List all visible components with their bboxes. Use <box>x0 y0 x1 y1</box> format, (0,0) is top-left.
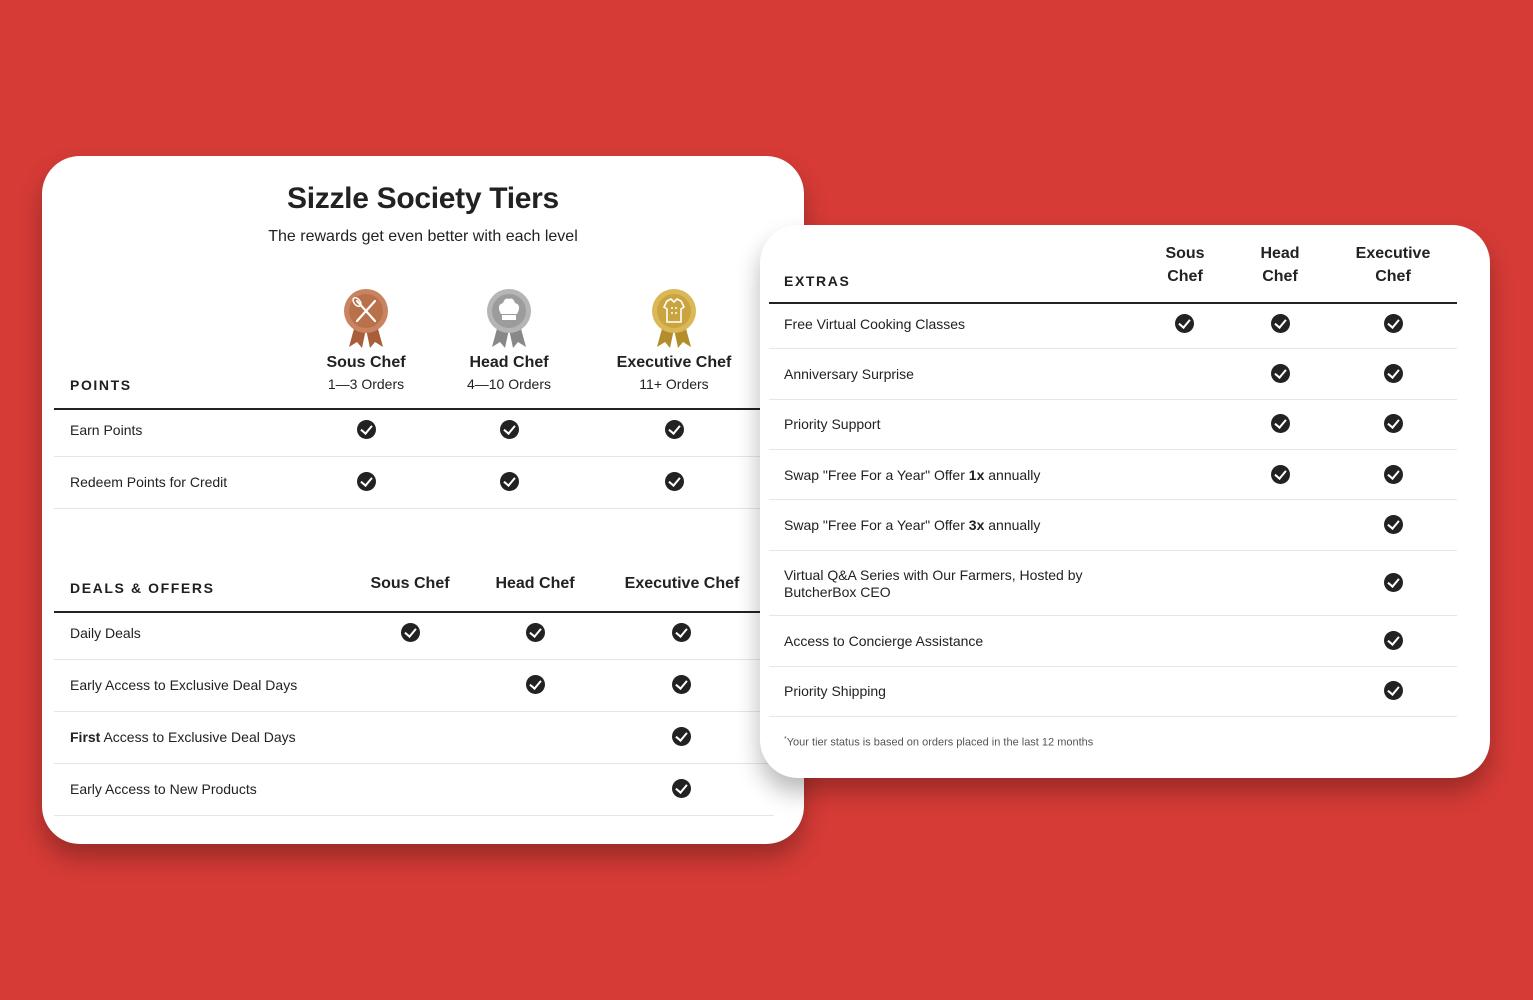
check-icon <box>1384 681 1403 700</box>
row-label-post: annually <box>984 467 1041 483</box>
row-virtual-qa-series <box>784 567 1083 601</box>
points-header-rule <box>54 408 774 410</box>
col-head-sous-chef: Sous Chef <box>370 575 450 592</box>
row-anniversary-surprise: Anniversary Surprise <box>784 366 914 382</box>
row-label-bold: First <box>70 729 101 745</box>
row-label-line1: Virtual Q&A Series with Our Farmers, Hosted by <box>784 567 1083 583</box>
row-divider <box>769 716 1457 717</box>
row-label-pre: Swap "Free For a Year" Offer <box>784 517 969 533</box>
col-head-line1: Head <box>1260 245 1300 262</box>
check-icon <box>357 472 376 491</box>
col-head-line2: Chef <box>1262 268 1298 285</box>
extras-section-label: EXTRAS <box>784 273 851 289</box>
col-head-executive-chef <box>1318 242 1468 288</box>
tier-name-head-chef: Head Chef <box>469 354 549 371</box>
footnote <box>784 736 1093 749</box>
check-icon <box>1271 364 1290 383</box>
extras-card <box>760 225 1490 778</box>
row-label-rest: Access to Exclusive Deal Days <box>100 729 296 745</box>
row-divider <box>769 550 1457 551</box>
check-icon <box>1384 573 1403 592</box>
tier-orders-sous-chef: 1—3 Orders <box>327 376 405 392</box>
row-daily-deals: Daily Deals <box>70 625 141 641</box>
footnote-text: Your tier status is based on orders placed in the last 12 months <box>786 736 1094 749</box>
col-head-line2: Chef <box>1167 268 1203 285</box>
row-divider <box>54 763 774 764</box>
check-icon <box>665 472 684 491</box>
row-divider <box>769 348 1457 349</box>
executive-chef-medal-icon <box>649 287 699 349</box>
row-swap-offer-1x <box>784 467 1040 484</box>
row-redeem-points: Redeem Points for Credit <box>70 474 228 490</box>
check-icon <box>526 675 545 694</box>
row-label-bold: 3x <box>968 517 985 533</box>
check-icon <box>665 420 684 439</box>
check-icon <box>1384 631 1403 650</box>
check-icon <box>1384 414 1403 433</box>
row-divider <box>769 499 1457 500</box>
row-divider <box>54 815 774 816</box>
check-icon <box>1384 364 1403 383</box>
row-early-access-deal-days: Early Access to Exclusive Deal Days <box>70 677 298 693</box>
head-chef-medal-icon <box>484 287 534 349</box>
row-divider <box>54 659 774 660</box>
tier-name-executive-chef: Executive Chef <box>616 354 732 371</box>
deals-header-rule <box>54 611 774 613</box>
sous-chef-medal-icon <box>341 287 391 349</box>
row-divider <box>54 711 774 712</box>
row-divider <box>769 666 1457 667</box>
check-icon <box>1384 314 1403 333</box>
row-divider <box>769 399 1457 400</box>
col-head-line2: Chef <box>1375 268 1411 285</box>
col-head-executive-chef: Executive Chef <box>624 575 740 592</box>
page-subtitle: The rewards get even better with each level <box>268 228 578 245</box>
points-section-label: POINTS <box>70 377 132 393</box>
check-icon <box>357 420 376 439</box>
check-icon <box>401 623 420 642</box>
check-icon <box>672 623 691 642</box>
check-icon <box>1271 314 1290 333</box>
row-label-bold: 1x <box>968 467 985 483</box>
check-icon <box>1384 465 1403 484</box>
row-label-line2: ButcherBox CEO <box>784 584 891 600</box>
check-icon <box>1384 515 1403 534</box>
row-label-post: annually <box>984 517 1041 533</box>
check-icon <box>526 623 545 642</box>
check-icon <box>500 472 519 491</box>
check-icon <box>1175 314 1194 333</box>
row-swap-offer-3x <box>784 517 1040 534</box>
check-icon <box>1271 414 1290 433</box>
check-icon <box>672 779 691 798</box>
check-icon <box>672 675 691 694</box>
col-head-head-chef: Head Chef <box>495 575 575 592</box>
tier-orders-head-chef: 4—10 Orders <box>466 376 552 392</box>
check-icon <box>500 420 519 439</box>
check-icon <box>672 727 691 746</box>
row-first-access-deal-days <box>70 729 296 746</box>
row-early-access-new-products: Early Access to New Products <box>70 781 257 797</box>
row-label-pre: Swap "Free For a Year" Offer <box>784 467 969 483</box>
extras-header-rule <box>769 302 1457 304</box>
row-earn-points: Earn Points <box>70 422 143 438</box>
col-head-line1: Sous <box>1165 245 1205 262</box>
tiers-card <box>42 156 804 844</box>
row-divider <box>769 615 1457 616</box>
col-head-line1: Executive <box>1355 245 1431 262</box>
row-divider <box>54 456 774 457</box>
row-concierge-assistance: Access to Concierge Assistance <box>784 633 984 649</box>
row-priority-shipping: Priority Shipping <box>784 683 886 699</box>
footnote-mark: * <box>784 736 787 743</box>
tier-orders-executive-chef: 11+ Orders <box>639 376 709 392</box>
page-title: Sizzle Society Tiers <box>287 182 559 215</box>
tier-name-sous-chef: Sous Chef <box>326 354 406 371</box>
deals-section-label: DEALS & OFFERS <box>70 580 215 596</box>
row-priority-support: Priority Support <box>784 416 881 432</box>
row-free-virtual-cooking-classes: Free Virtual Cooking Classes <box>784 316 966 332</box>
row-divider <box>769 449 1457 450</box>
check-icon <box>1271 465 1290 484</box>
row-divider <box>54 508 774 509</box>
